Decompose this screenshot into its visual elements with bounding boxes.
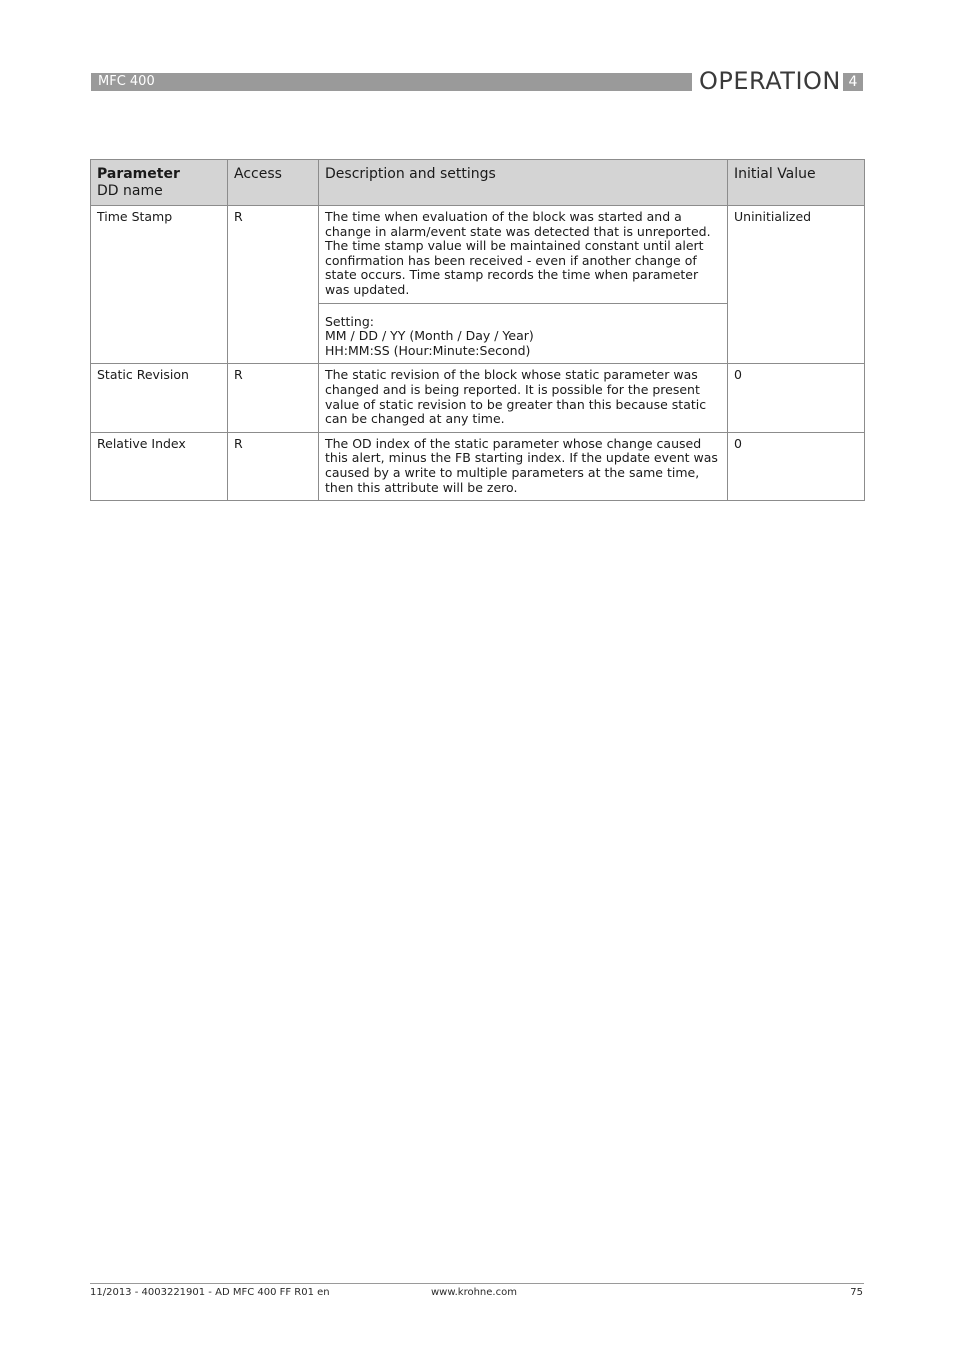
parameter-table	[90, 159, 865, 501]
cell-initial-value: Uninitialized	[728, 206, 865, 364]
table-row	[91, 206, 865, 304]
column-header-description: Description and settings	[319, 160, 728, 206]
footer-website: www.krohne.com	[431, 1287, 517, 1298]
cell-setting	[319, 303, 728, 364]
table-row	[91, 364, 865, 432]
cell-access: R	[228, 432, 319, 500]
section-title: OPERATION	[699, 67, 841, 95]
product-name: MFC 400	[98, 74, 155, 89]
parameter-header-label: Parameter	[97, 166, 180, 182]
cell-parameter: Static Revision	[91, 364, 228, 432]
table-row	[91, 432, 865, 500]
footer-divider	[90, 1283, 864, 1284]
footer-doc-ref: 11/2013 - 4003221901 - AD MFC 400 FF R01 en	[90, 1287, 330, 1298]
cell-initial-value: 0	[728, 364, 865, 432]
footer-page-number: 75	[850, 1287, 863, 1298]
column-header-initial-value: Initial Value	[728, 160, 865, 206]
cell-parameter: Relative Index	[91, 432, 228, 500]
cell-access: R	[228, 206, 319, 364]
cell-description: The OD index of the static parameter whose change caused this alert, minus the FB starting index. If the update event was caused by a write to multiple parameters at the same time, then this attribute will be zero.	[319, 432, 728, 500]
table-header-row	[91, 160, 865, 206]
cell-description: The static revision of the block whose static parameter was changed and is being reported. It is possible for the present value of static revision to be greater than this because static can be changed at any time.	[319, 364, 728, 432]
column-header-access: Access	[228, 160, 319, 206]
section-number: 4	[843, 73, 863, 91]
cell-parameter: Time Stamp	[91, 206, 228, 364]
setting-time-format: HH:MM:SS (Hour:Minute:Second)	[325, 342, 531, 358]
setting-date-format: MM / DD / YY (Month / Day / Year)	[325, 328, 534, 344]
cell-initial-value: 0	[728, 432, 865, 500]
column-header-parameter	[91, 160, 228, 206]
header-bar	[91, 73, 692, 91]
dd-name-header-label: DD name	[97, 183, 163, 199]
cell-description: The time when evaluation of the block was started and a change in alarm/event state was detected that is unreported. The time stamp value will be maintained constant until alert confirmation has been received - even if another change of state occurs. Time stamp records the time when parameter was updated.	[319, 206, 728, 304]
setting-label: Setting:	[325, 313, 374, 329]
cell-access: R	[228, 364, 319, 432]
